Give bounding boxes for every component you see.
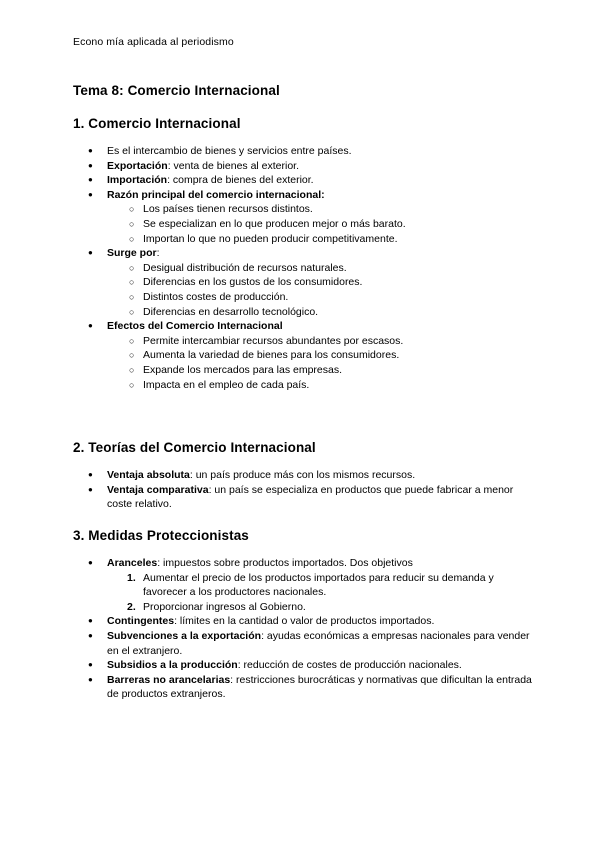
list-item (73, 173, 533, 188)
list-item (73, 159, 533, 174)
sub-list-item: ○ Importan lo que no pueden producir competitivamente. (107, 232, 533, 247)
item-text: : (156, 247, 160, 260)
item-text: : reducción de costes de producción nacionales. (237, 659, 462, 672)
item-term: Ventaja comparativa (107, 483, 209, 496)
sub-list (107, 202, 533, 246)
numbered-item (107, 600, 533, 615)
item-text: : un país se especializa en productos que puede fabricar a menor coste relativo. (107, 483, 514, 511)
item-number: 2. (127, 600, 136, 613)
section-heading: 1. Comercio Internacional (73, 116, 241, 131)
item-text: : restricciones burocráticas y normativas que dificultan la entrada de productos extranjeros. (107, 673, 532, 701)
list-item (73, 246, 533, 319)
item-term: Razón principal del comercio internacional: (107, 188, 325, 201)
list-item (73, 188, 533, 246)
sub-list-item: ○ Diferencias en los gustos de los consumidores. (107, 275, 533, 290)
sub-list-item: ○ Aumenta la variedad de bienes para los consumidores. (107, 348, 533, 363)
list-item (73, 319, 533, 392)
item-text: : ayudas económicas a empresas nacionales para vender en el extranjero. (107, 629, 530, 657)
sub-list-item: ○ Se especializan en lo que producen mejor o más barato. (107, 217, 533, 232)
item-term: Efectos del Comercio Internacional (107, 320, 283, 333)
section-heading: 3. Medidas Proteccionistas (73, 528, 249, 543)
item-text: Es el intercambio de bienes y servicios entre países. (107, 145, 352, 157)
sub-list-item: ○ Diferencias en desarrollo tecnológico. (107, 305, 533, 320)
sub-list-item: ○ Expande los mercados para las empresas. (107, 363, 533, 378)
item-term: Barreras no arancelarias (107, 673, 231, 686)
item-text: Proporcionar ingresos al Gobierno. (143, 600, 306, 613)
item-term: Exportación (107, 159, 168, 172)
item-text: Aumentar el precio de los productos importados para reducir su demanda y favorecer a los productores nacionales. (143, 571, 494, 599)
list-item (73, 483, 533, 512)
list-item (73, 673, 533, 702)
section-heading: 2. Teorías del Comercio Internacional (73, 440, 316, 455)
item-text: : límites en la cantidad o valor de productos importados. (174, 615, 435, 628)
item-text: : un país produce más con los mismos recursos. (189, 469, 416, 481)
numbered-item (107, 571, 533, 600)
list-item (73, 658, 533, 673)
item-term: Subsidios a la producción (107, 659, 238, 672)
item-text: : venta de bienes al exterior. (167, 159, 300, 172)
running-header: Econo mía aplicada al periodismo (73, 36, 234, 48)
item-number: 1. (127, 571, 136, 584)
item-term: Surge por (107, 247, 157, 260)
bullet-list (73, 144, 533, 392)
item-term: Ventaja absoluta (107, 469, 190, 481)
sub-list-item: ○ Desigual distribución de recursos naturales. (107, 261, 533, 276)
item-term: Importación (107, 174, 168, 187)
bullet-list (73, 468, 533, 512)
item-text: : compra de bienes del exterior. (167, 174, 314, 187)
list-item (73, 556, 533, 614)
list-item (73, 614, 533, 629)
sub-list (107, 261, 533, 319)
list-item (73, 144, 533, 159)
item-term: Aranceles (107, 557, 158, 569)
item-term: Subvenciones a la exportación (107, 629, 262, 642)
section-comercio-internacional (73, 116, 533, 392)
bullet-list (73, 556, 533, 702)
item-term: Contingentes (107, 615, 175, 628)
numbered-list (107, 571, 533, 615)
item-text: : impuestos sobre productos importados. Dos objetivos (157, 557, 413, 569)
list-item (73, 629, 533, 658)
sub-list (107, 334, 533, 392)
sub-list-item: ○ Los países tienen recursos distintos. (107, 202, 533, 217)
sub-list-item: ○ Permite intercambiar recursos abundantes por escasos. (107, 334, 533, 349)
document-title: Tema 8: Comercio Internacional (73, 83, 280, 98)
sub-list-item: ○ Distintos costes de producción. (107, 290, 533, 305)
section-teorias (73, 440, 533, 512)
list-item (73, 468, 533, 483)
section-medidas-proteccionistas (73, 528, 533, 702)
sub-list-item: ○ Impacta en el empleo de cada país. (107, 378, 533, 393)
